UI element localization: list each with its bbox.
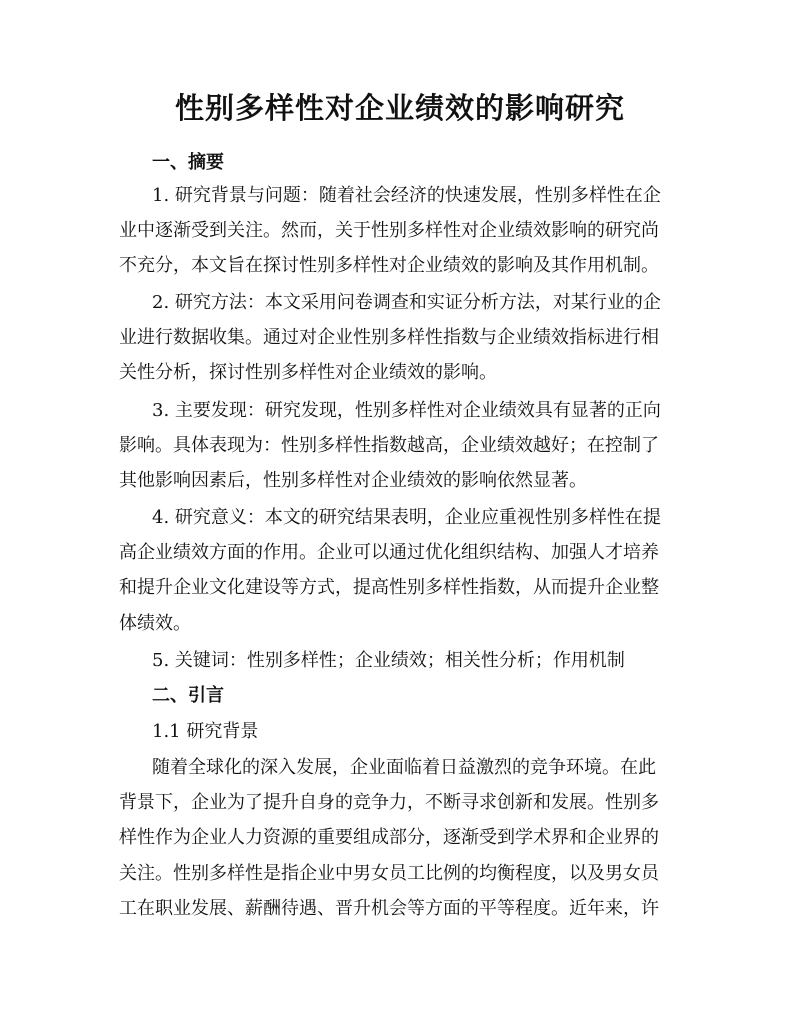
- paragraph-line: 4. 研究意义：本文的研究结果表明，企业应重视性别多样性在提: [152, 507, 661, 528]
- section-heading-introduction: 二、引言: [152, 685, 224, 706]
- paragraph-line: 关性分析，探讨性别多样性对企业绩效的影响。: [119, 362, 497, 384]
- paragraph-line: 和提升企业文化建设等方式，提高性别多样性指数，从而提升企业整: [119, 577, 659, 599]
- paragraph-line: 影响。具体表现为：性别多样性指数越高，企业绩效越好；在控制了: [119, 435, 659, 457]
- abstract-paragraph-2: [119, 285, 684, 391]
- paragraph-line: 业中逐渐受到关注。然而，关于性别多样性对企业绩效影响的研究尚: [119, 220, 659, 242]
- paragraph-line: 工在职业发展、薪酬待遇、晋升机会等方面的平等程度。近年来，许: [119, 897, 659, 919]
- paragraph-line: 高企业绩效方面的作用。企业可以通过优化组织结构、加强人才培养: [119, 542, 659, 564]
- abstract-paragraph-4: [119, 500, 684, 641]
- paragraph-line: 背景下，企业为了提升自身的竞争力，不断寻求创新和发展。性别多: [119, 792, 659, 814]
- paragraph-line: 2. 研究方法：本文采用问卷调查和实证分析方法，对某行业的企: [152, 292, 661, 313]
- paragraph-line: 业进行数据收集。通过对企业性别多样性指数与企业绩效指标进行相: [119, 327, 659, 349]
- section-heading-abstract: 一、摘要: [152, 152, 224, 173]
- paragraph-line: 关注。性别多样性是指企业中男女员工比例的均衡程度，以及男女员: [119, 862, 659, 884]
- paragraph-line: 1. 研究背景与问题：随着社会经济的快速发展，性别多样性在企: [152, 185, 661, 206]
- paragraph-line: 其他影响因素后，性别多样性对企业绩效的影响依然显著。: [119, 470, 587, 492]
- paragraph-line: 体绩效。: [119, 612, 191, 634]
- intro-paragraph: [119, 750, 684, 926]
- paragraph-line: 不充分，本文旨在探讨性别多样性对企业绩效的影响及其作用机制。: [119, 255, 659, 277]
- subsection-heading-background: 1.1 研究背景: [152, 721, 259, 742]
- document-title: 性别多样性对企业绩效的影响研究: [174, 91, 625, 125]
- keywords: 5. 关键词：性别多样性；企业绩效；相关性分析；作用机制: [152, 650, 625, 671]
- paragraph-line: 随着全球化的深入发展，企业面临着日益激烈的竞争环境。在此: [152, 757, 656, 778]
- abstract-paragraph-3: [119, 393, 684, 499]
- paragraph-line: 样性作为企业人力资源的重要组成部分，逐渐受到学术界和企业界的: [119, 827, 659, 849]
- paragraph-line: 3. 主要发现：研究发现，性别多样性对企业绩效具有显著的正向: [152, 400, 661, 421]
- abstract-paragraph-1: [119, 178, 684, 284]
